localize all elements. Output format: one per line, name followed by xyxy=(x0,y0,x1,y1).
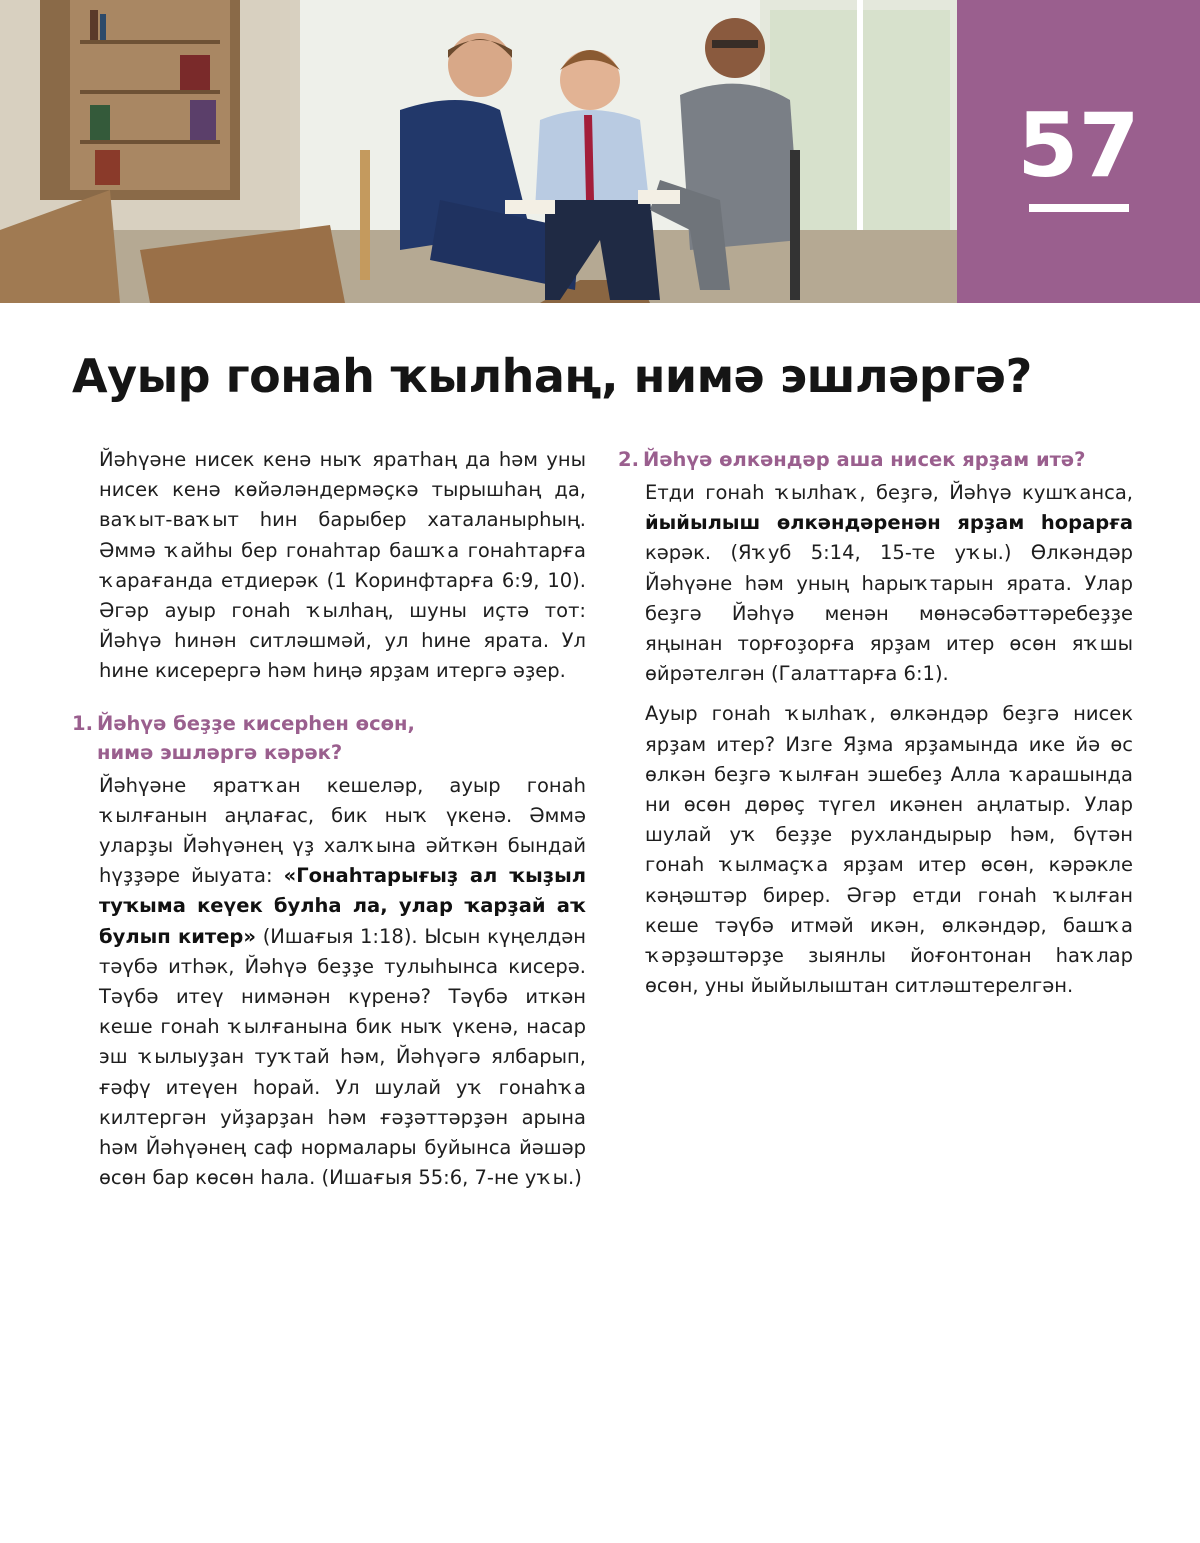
lesson-number-underline xyxy=(1029,204,1129,212)
lesson-number: 57 xyxy=(1017,94,1140,197)
section-1-quote: «Гонаһтарығыҙ ал ҡыҙыл туҡыма кеүек булһа ла, улар ҡарҙай аҡ булып китер» xyxy=(99,864,586,948)
photo-three-men-talking-illustration xyxy=(0,0,957,303)
section-2-paragraph-2: Ауыр гонаһ ҡылһаҡ, өлкәндәр беҙгә нисек ярҙам итер? Изге Яҙма ярҙамында ике йә өс өлкән беҙгә ҡылған эшебеҙ Алла ҡарашында ни өсөн дөрөҫ түгел икәнен аңлатыр. Улар шулай уҡ беҙҙе рухландырыр һәм, бүтән гонаһ ҡылмаҫҡа ярҙам итер өсөн, кәрәкле кәңәштәр бирер. Әгәр етди гонаһ ҡылған кеше тәүбә итмәй икән, өлкәндәр, башҡа ҡәрҙәштәрҙе зыянлы йоғонтонан һаҡлар өсөн, уны йыйылыштан ситләштерелгән. xyxy=(645,702,1133,998)
right-column xyxy=(618,445,1133,1011)
section-2-paragraph-1 xyxy=(645,478,1133,689)
hero-photo xyxy=(0,0,957,303)
section-2-heading xyxy=(618,445,1133,474)
section-1-heading-line2: нимә эшләргә кәрәк? xyxy=(97,740,343,764)
section-1-number: 1. xyxy=(72,711,93,735)
section-2-p1-bold: йыйылыш өлкәндәренән ярҙам һорарға xyxy=(645,511,1133,535)
left-column xyxy=(72,445,586,1203)
section-1-paragraph xyxy=(99,771,586,1194)
intro-paragraph: Йәһүәне нисек кенә ныҡ яратһаң да һәм уны нисек кенә көйәләндермәҫкә тырышһаң да, ваҡыт-ваҡыт һин барыбер хаталанырһың. Әммә ҡайһы бер гонаһтар башҡа гонаһтарға ҡарағанда етдиерәк (1 Коринфтарға 6:9, 10). Әгәр ауыр гонаһ ҡылһаң, шуны иҫтә тот: Йәһүә һинән ситләшмәй, ул һине ярата. Ул һине кисерергә һәм һиңә ярҙам итергә әҙер. xyxy=(99,448,586,683)
section-1-text-after: (Ишағыя 1:18). Ысын күңелдән тәүбә итһәк, Йәһүә беҙҙе тулыһынса кисерә. Тәүбә итеү нимәнән күренә? Тәүбә иткән кеше гонаһ ҡылғанына бик ныҡ үкенә, насар эш ҡылыуҙан туҡтай һәм, Йәһүәгә ялбарып, ғәфү итеүен һорай. Ул шулай уҡ гонаһҡа килтергән уйҙарҙан һәм ғәҙәттәрҙән арына һәм Йәһүәнең саф нормалары буйынса йәшәр өсөн бар көсөн һала. (Ишағыя 55:6, 7-не уҡы.) xyxy=(99,924,586,1190)
lesson-number-box xyxy=(957,0,1200,303)
section-2-p1-before: Етди гонаһ ҡылһаҡ, беҙгә, Йәһүә кушҡанса, xyxy=(645,481,1133,504)
page-title: Ауыр гонаһ ҡылһаң, нимә эшләргә? xyxy=(72,349,1032,403)
section-1-heading xyxy=(72,709,586,767)
section-2-heading-text: Йәһүә өлкәндәр аша нисек ярҙам итә? xyxy=(643,448,1086,471)
section-1-heading-line1: Йәһүә беҙҙе кисерһен өсөн, xyxy=(97,711,415,735)
section-1-text-before: Йәһүәне яратҡан кешеләр, ауыр гонаһ ҡылғанын аңлағас, бик ныҡ үкенә. Әммә уларҙы Йәһүәнең үҙ халҡына әйткән бындай һүҙҙәре йыуата: xyxy=(99,773,586,888)
section-2-p1-after: кәрәк. (Яҡуб 5:14, 15-те уҡы.) Өлкәндәр Йәһүәне һәм уның һарыҡтарын ярата. Улар беҙгә Йәһүә менән мөнәсәбәттәребеҙҙе яңынан торғоҙорға ярҙам итер өсөн яҡшы өйрәтелгән (Галаттарға 6:1). xyxy=(645,541,1133,686)
section-2-number: 2. xyxy=(618,448,639,471)
